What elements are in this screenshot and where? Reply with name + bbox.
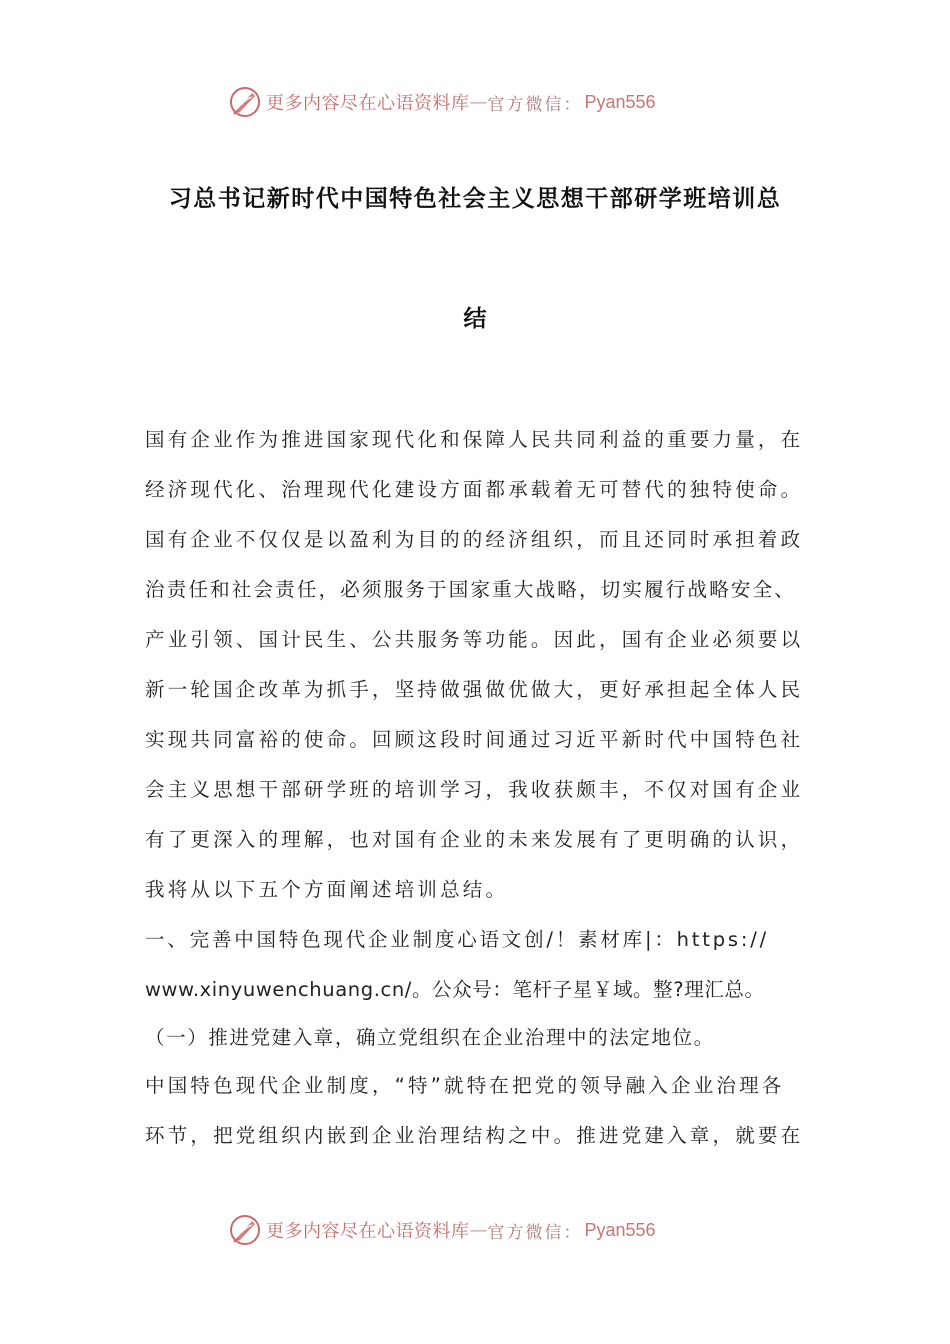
quill-pen-logo-icon [228,85,262,119]
document-body [145,415,835,1161]
footer-watermark-banner [228,1210,748,1250]
document-title: 习总书记新时代中国特色社会主义思想干部研学班培训总 [168,186,782,212]
watermark-wechat-id: Pyan556 [584,91,656,112]
paragraph-line: 中国特色现代企业制度，“特”就特在把党的领导融入企业治理各 [145,1074,785,1097]
paragraph-line: 产业引领、国计民生、公共服务等功能。因此，国有企业必须要以 [145,628,804,651]
subsection-heading: （一）推进党建入章，确立党组织在企业治理中的法定地位。 [145,1026,715,1049]
paragraph-line: 国有企业作为推进国家现代化和保障人民共同利益的重要力量，在 [145,428,804,451]
quill-pen-logo-icon [228,1213,262,1247]
section-heading-continued: www.xinyuwenchuang.cn/。公众号：笔杆子星￥域。整?理汇总。 [145,978,765,1001]
paragraph-line: 有了更深入的理解，也对国有企业的未来发展有了更明确的认识， [145,828,804,851]
watermark-dash: — [469,91,488,113]
paragraph-line: 国有企业不仅仅是以盈利为目的的经济组织，而且还同时承担着政 [145,528,804,551]
document-title-continued: 结 [463,306,487,332]
watermark-wechat-label: 官方微信： [487,1222,583,1243]
watermark-text: 更多内容尽在心语资料库 [266,1221,470,1242]
watermark-wechat-id: Pyan556 [584,1219,656,1240]
section-heading: 一、完善中国特色现代企业制度心语文创/！素材库|：https:// [145,928,769,951]
paragraph-line: 治责任和社会责任，必须服务于国家重大战略，切实履行战略安全、 [145,578,797,601]
paragraph-line: 经济现代化、治理现代化建设方面都承载着无可替代的独特使命。 [145,478,804,501]
paragraph-line: 新一轮国企改革为抓手，坚持做强做优做大，更好承担起全体人民 [145,678,804,701]
paragraph-line: 环节，把党组织内嵌到企业治理结构之中。推进党建入章，就要在 [145,1124,804,1147]
paragraph-line: 实现共同富裕的使命。回顾这段时间通过习近平新时代中国特色社 [145,728,804,751]
intro-paragraph [145,415,835,915]
watermark-wechat-label: 官方微信： [487,94,583,115]
paragraph-line: 我将从以下五个方面阐述培训总结。 [145,878,509,901]
paragraph-line: 会主义思想干部研学班的培训学习，我收获颇丰，不仅对国有企业 [145,778,804,801]
watermark-text: 更多内容尽在心语资料库 [266,93,470,114]
header-watermark-banner [228,82,748,122]
watermark-dash: — [469,1219,488,1241]
